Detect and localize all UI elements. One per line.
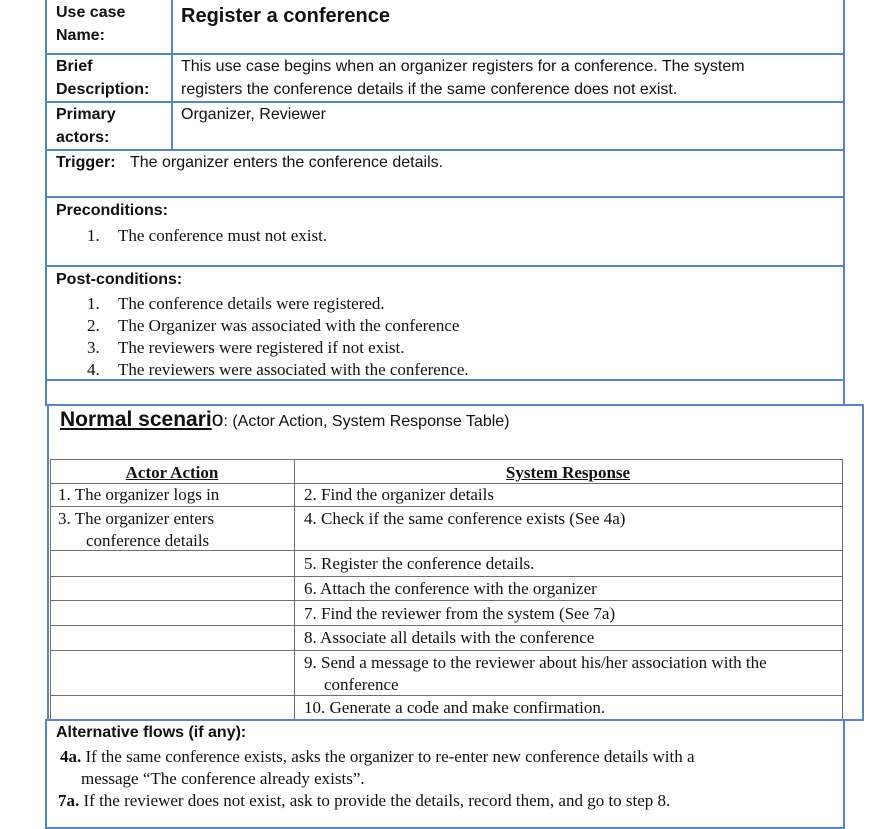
table-row-border [50, 695, 843, 696]
actor-action-header: Actor Action [125, 463, 219, 482]
normal-scenario-title-tail: o [211, 408, 224, 431]
brief-label-line2: Description: [56, 81, 150, 98]
use-case-name-label-line1: Use case [56, 4, 126, 21]
system-response-cell: 9. Send a message to the reviewer about his/her association with the [304, 653, 767, 672]
alternative-flow-item [60, 747, 695, 767]
label-column-divider [171, 0, 173, 150]
table-row-border [50, 576, 843, 577]
system-response-cell: 7. Find the reviewer from the system (See 7a) [304, 604, 616, 623]
system-response-cell: 4. Check if the same conference exists (See 4a) [304, 509, 626, 528]
postcondition-num: 3. [87, 338, 100, 357]
postcondition-num: 4. [87, 360, 100, 379]
table-column-divider [294, 459, 295, 719]
table-left-border [50, 459, 51, 719]
alternative-flow-item [58, 791, 670, 811]
row-separator [45, 101, 845, 103]
postcondition-num: 1. [87, 294, 100, 313]
system-response-cell-cont: conference [324, 675, 399, 694]
table-row-border [50, 506, 843, 507]
row-separator [45, 265, 845, 267]
postcondition-text: The reviewers were registered if not exist. [118, 338, 405, 357]
table-header-border [50, 483, 843, 484]
postconditions-label: Post-conditions: [56, 271, 183, 288]
system-response-cell: 6. Attach the conference with the organizer [304, 579, 597, 598]
alternative-flow-text: If the reviewer does not exist, ask to provide the details, record them, and go to step 8. [79, 791, 671, 810]
postcondition-num: 2. [87, 316, 100, 335]
alternative-flow-key: 7a. [58, 791, 80, 810]
table-row-border [50, 600, 843, 601]
normal-scenario-heading [60, 408, 510, 432]
brief-label-line1: Brief [56, 58, 93, 75]
row-separator [45, 53, 845, 55]
postcondition-text: The Organizer was associated with the conference [118, 316, 460, 335]
actor-action-cell: 1. The organizer logs in [58, 485, 220, 504]
use-case-name-label-line2: Name: [56, 27, 105, 44]
system-response-header: System Response [505, 463, 631, 482]
table-top-border [50, 459, 843, 460]
actors-label-line2: actors: [56, 129, 110, 146]
brief-description-line1: This use case begins when an organizer registers for a conference. The system [181, 58, 745, 75]
primary-actors: Organizer, Reviewer [181, 106, 326, 123]
alternative-flows-label: Alternative flows (if any): [56, 724, 247, 741]
precondition-text: The conference must not exist. [118, 226, 328, 245]
normal-scenario-title: Normal scenari [60, 408, 212, 431]
table-row-border [50, 625, 843, 626]
actor-action-cell: 3. The organizer enters [58, 509, 215, 528]
alternative-flow-key: 4a. [60, 747, 82, 766]
postcondition-text: The reviewers were associated with the conference. [118, 360, 469, 379]
row-separator [45, 196, 845, 198]
trigger-text: The organizer enters the conference details. [130, 154, 444, 171]
table-row-border [50, 650, 843, 651]
alternative-flow-cont: message “The conference already exists”. [81, 769, 365, 788]
alternative-flow-text: If the same conference exists, asks the organizer to re-enter new conference details with a [81, 747, 695, 766]
table-right-border [842, 459, 843, 719]
postcondition-text: The conference details were registered. [118, 294, 385, 313]
system-response-cell: 2. Find the organizer details [304, 485, 494, 504]
actors-label-line1: Primary [56, 106, 116, 123]
row-separator [45, 149, 845, 151]
preconditions-label: Preconditions: [56, 202, 169, 219]
actor-action-cell-cont: conference details [86, 531, 210, 550]
system-response-cell: 10. Generate a code and make confirmation. [304, 698, 606, 717]
precondition-num: 1. [87, 226, 100, 245]
use-case-name: Register a conference [181, 5, 390, 27]
system-response-cell: 8. Associate all details with the conference [304, 628, 595, 647]
system-response-cell: 5. Register the conference details. [304, 554, 535, 573]
trigger-label: Trigger: [56, 154, 116, 171]
normal-scenario-subtitle: : (Actor Action, System Response Table) [223, 413, 510, 430]
brief-description-line2: registers the conference details if the same conference does not exist. [181, 81, 678, 98]
